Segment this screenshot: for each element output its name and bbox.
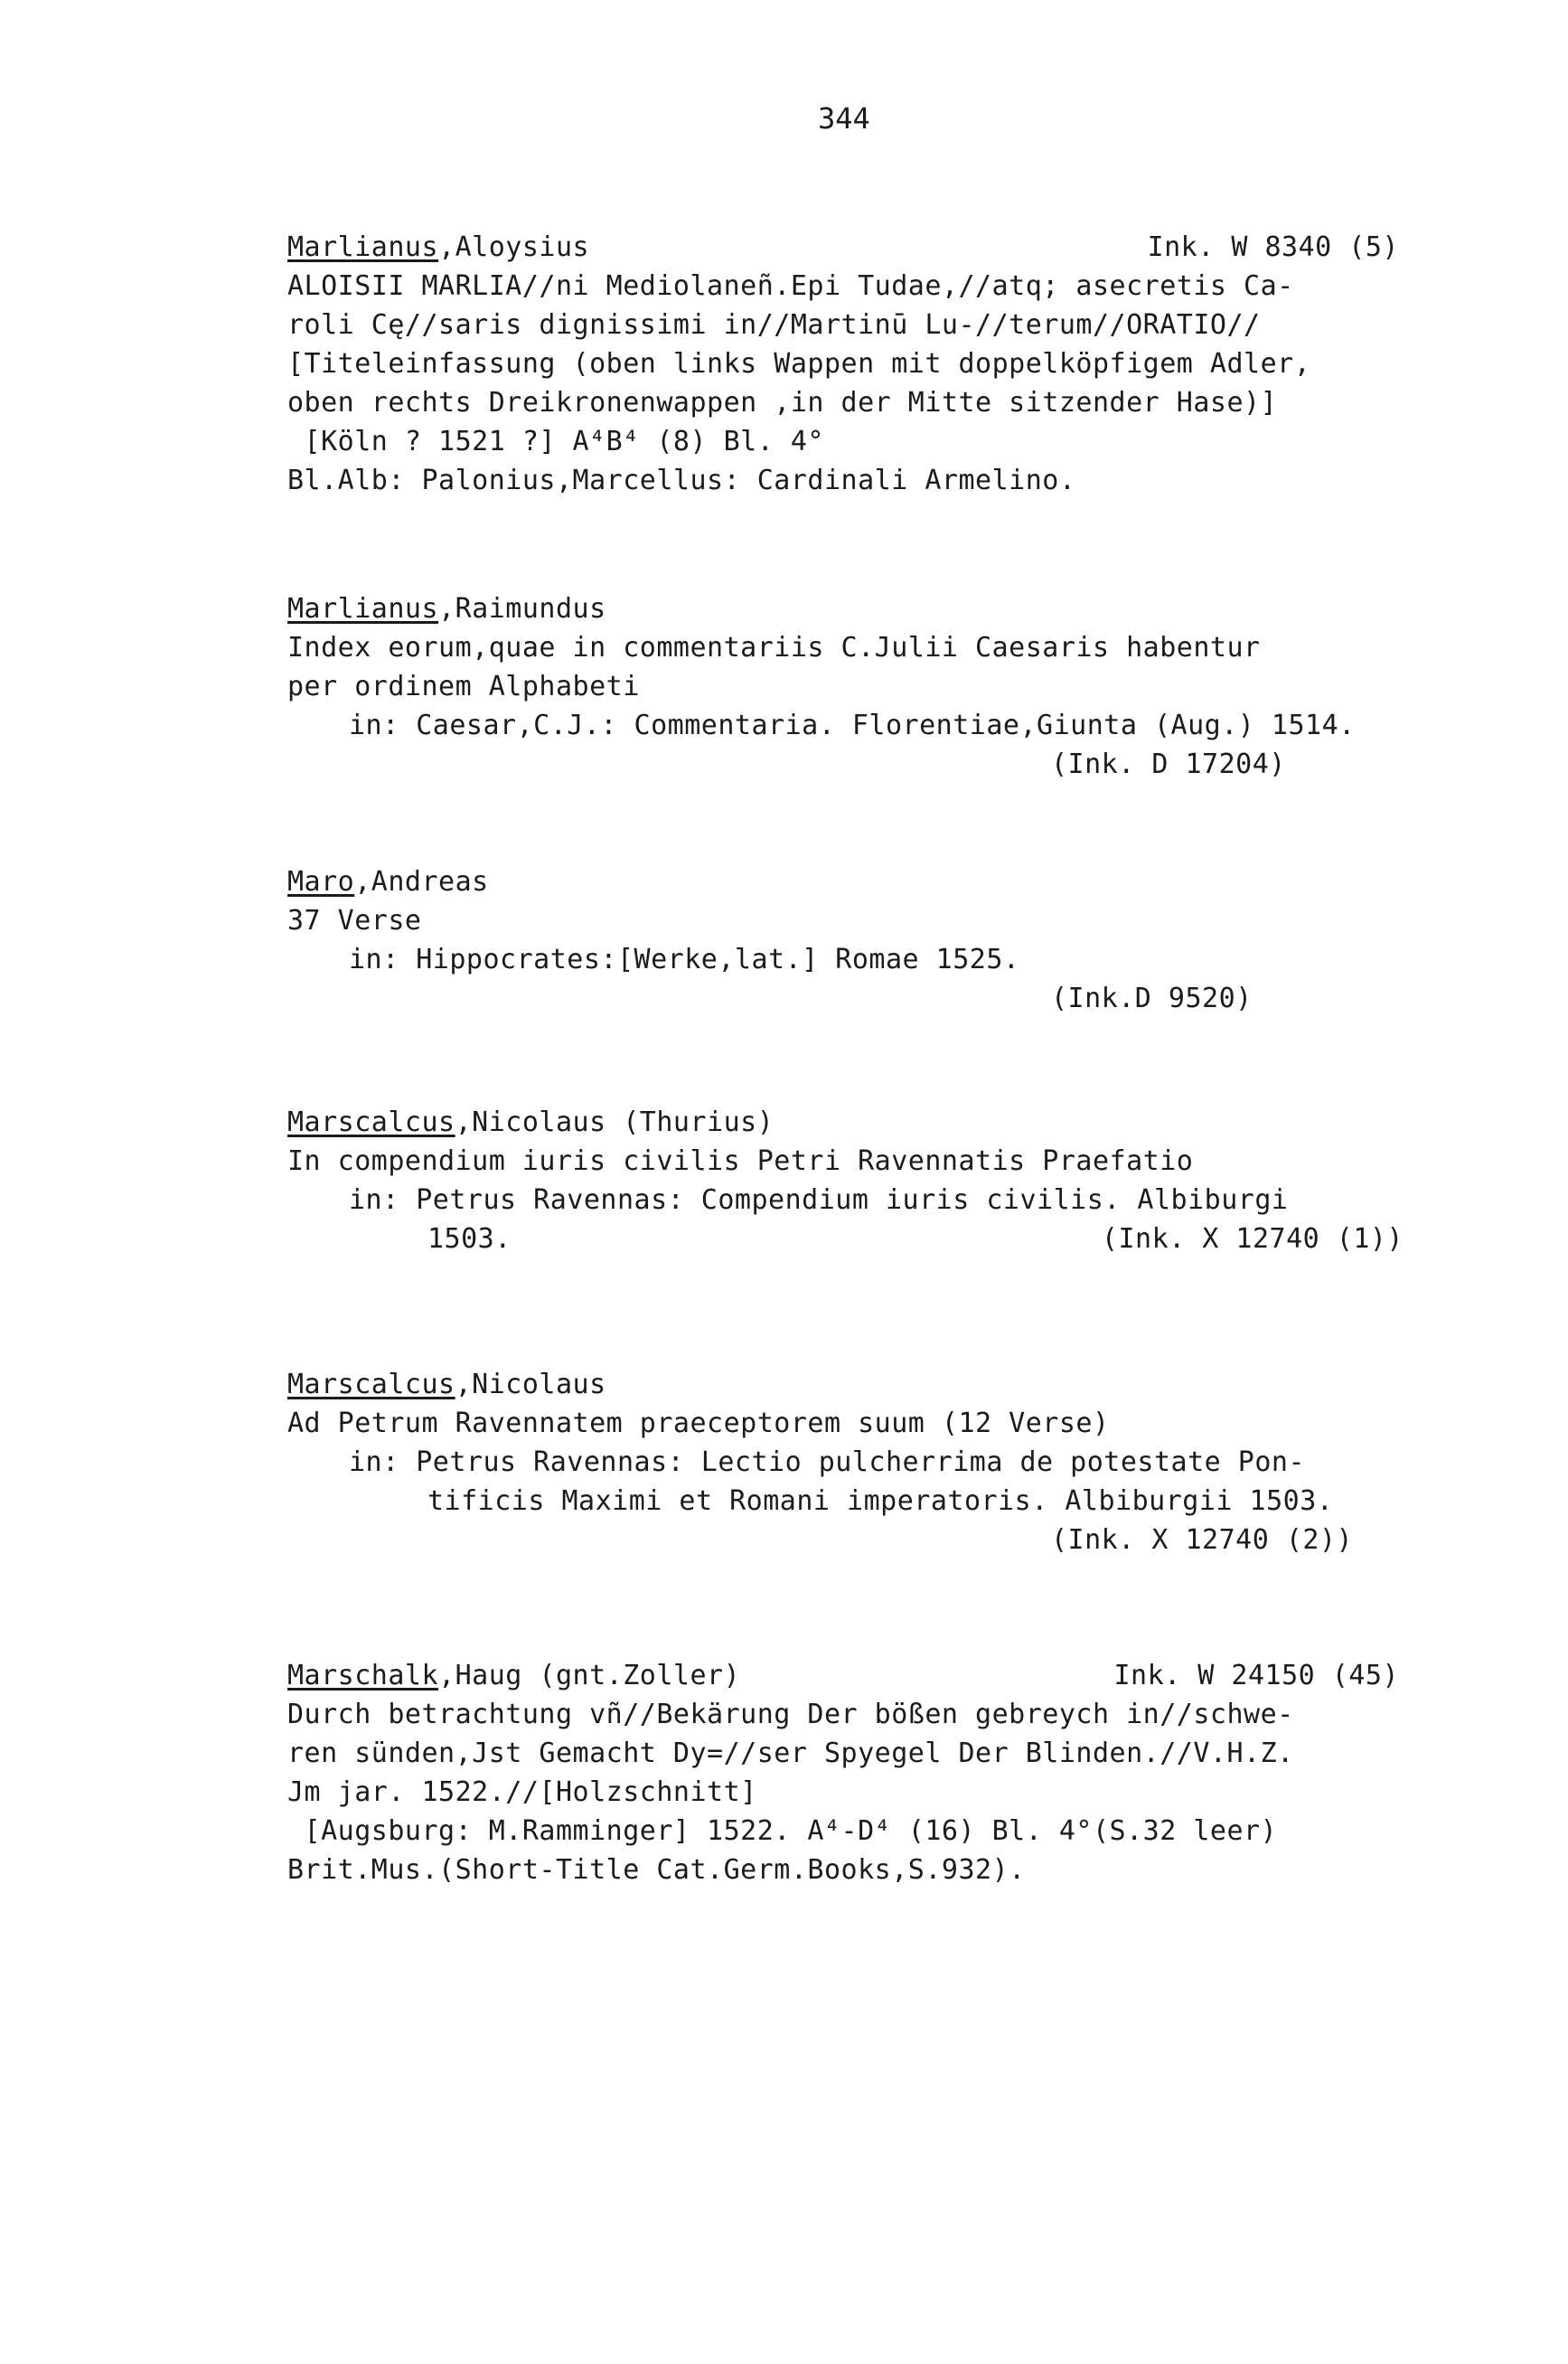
entry-line: per ordinem Alphabeti: [287, 671, 640, 702]
in-reference-continued: tificis Maximi et Romani imperatoris. Albiburgii 1503.: [427, 1485, 1334, 1517]
entry-marlianus-aloysius: [287, 228, 1480, 500]
author-given: ,Haug (gnt.Zoller): [438, 1660, 741, 1691]
entry-line: Ad Petrum Ravennatem praeceptorem suum (12 Verse): [287, 1408, 1110, 1439]
entry-line: Index eorum,quae in commentariis C.Julii Caesaris habentur: [287, 632, 1261, 664]
in-reference: in: Petrus Ravennas: Compendium iuris civilis. Albiburgi: [349, 1184, 1289, 1216]
year-and-ink-reference: [287, 1220, 1404, 1258]
in-reference: in: Hippocrates:[Werke,lat.] Romae 1525.: [349, 944, 1020, 975]
page-number: 344: [818, 101, 870, 136]
entry-marschalk-haug: [287, 1656, 1480, 1889]
author-given: ,Aloysius: [438, 231, 590, 263]
in-reference: in: Petrus Ravennas: Lectio pulcherrima de potestate Pon-: [349, 1446, 1306, 1478]
entry-line: ALOISII MARLIA//ni Mediolaneñ.Epi Tudae,//atq; asecretis Ca-: [287, 270, 1294, 302]
entry-marlianus-raimundus: [287, 589, 1480, 784]
author-surname: Marschalk: [287, 1660, 439, 1691]
entry-line: roli Cę//saris dignissimi in//Martinū Lu-//terum//ORATIO//: [287, 309, 1261, 341]
author-surname: Maro: [287, 866, 355, 898]
shelf-reference: Ink. W 24150 (45): [1113, 1660, 1399, 1691]
author-given: ,Nicolaus (Thurius): [455, 1107, 775, 1138]
entry-line: [Köln ? 1521 ?] A⁴B⁴ (8) Bl. 4°: [287, 426, 824, 457]
author-given: ,Raimundus: [438, 593, 606, 625]
entry-heading: [287, 1103, 1480, 1142]
entry-marscalcus-nicolaus: [287, 1365, 1480, 1559]
entry-line: [Titeleinfassung (oben links Wappen mit doppelköpfigem Adler,: [287, 348, 1311, 380]
entry-line: Brit.Mus.(Short-Title Cat.Germ.Books,S.932).: [287, 1854, 1026, 1886]
entry-heading: [287, 1656, 1399, 1695]
shelf-reference: Ink. W 8340 (5): [1147, 231, 1399, 263]
author-surname: Marlianus: [287, 231, 439, 263]
entry-line: [Augsburg: M.Ramminger] 1522. A⁴-D⁴ (16) Bl. 4°(S.32 leer): [287, 1815, 1278, 1847]
entry-heading: [287, 228, 1399, 267]
author-surname: Marlianus: [287, 593, 439, 625]
ink-reference: (Ink. D 17204): [1051, 749, 1286, 780]
publication-year: 1503.: [427, 1223, 512, 1255]
entry-heading: [287, 589, 1480, 628]
entry-line: ren sünden,Jst Gemacht Dy=//ser Spyegel Der Blinden.//V.H.Z.: [287, 1738, 1294, 1769]
entry-heading: [287, 862, 1480, 901]
in-reference: in: Caesar,C.J.: Commentaria. Florentiae,Giunta (Aug.) 1514.: [349, 710, 1356, 741]
author-surname: Marscalcus: [287, 1369, 455, 1400]
ink-reference: (Ink. X 12740 (2)): [1051, 1524, 1354, 1556]
entry-line: Jm jar. 1522.//[Holzschnitt]: [287, 1776, 757, 1808]
entry-line: Bl.Alb: Palonius,Marcellus: Cardinali Armelino.: [287, 465, 1076, 496]
entry-line: In compendium iuris civilis Petri Ravennatis Praefatio: [287, 1145, 1194, 1177]
entry-line: 37 Verse: [287, 905, 422, 937]
entry-marscalcus-thurius: [287, 1103, 1480, 1258]
author-surname: Marscalcus: [287, 1107, 455, 1138]
entry-maro-andreas: [287, 862, 1480, 1018]
entry-line: oben rechts Dreikronenwappen ,in der Mitte sitzender Hase)]: [287, 387, 1278, 419]
ink-reference: (Ink.D 9520): [1051, 983, 1253, 1014]
ink-reference: (Ink. X 12740 (1)): [1101, 1223, 1404, 1255]
author-given: ,Andreas: [354, 866, 489, 898]
author-given: ,Nicolaus: [455, 1369, 606, 1400]
entry-heading: [287, 1365, 1480, 1404]
entry-line: Durch betrachtung vñ//Bekärung Der bößen gebreych in//schwe-: [287, 1699, 1294, 1730]
